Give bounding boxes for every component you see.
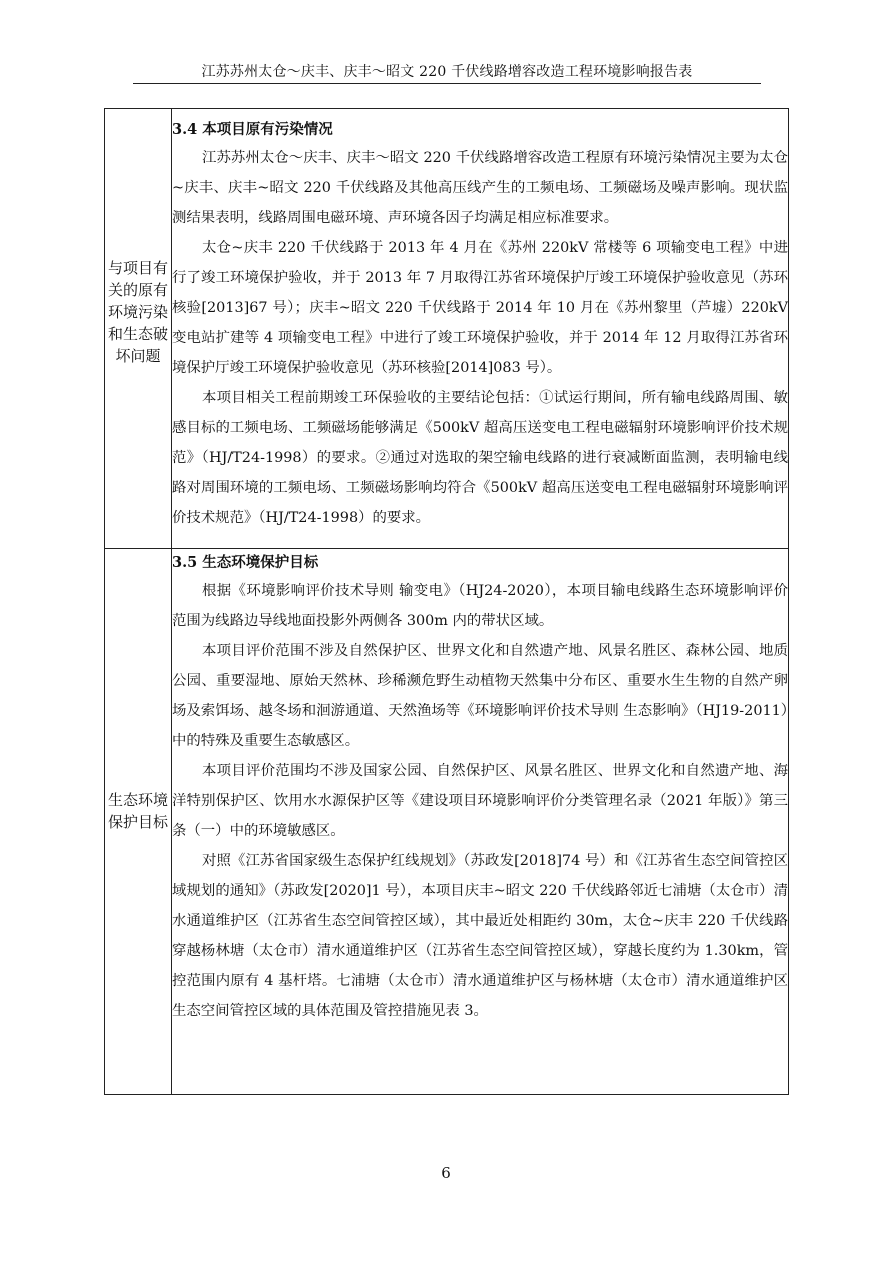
side-label-ecological-targets: 生态环境保护目标 [107,791,168,831]
report-table [104,108,789,1095]
side-label-cell [105,109,172,549]
paragraph: 本项目相关工程前期竣工环保验收的主要结论包括：①试运行期间，所有输电线路周围、敏感目标的工频电场、工频磁场能够满足《500kV 超高压送变电工程电磁辐射环境影响评价技术规范》（HJ/T24-1998）的要求。②通过对选取的架空输电线路的进行衰减断面监测，表明输电线路对周围环境的工频电场、工频磁场影响均符合《500kV 超高压送变电工程电磁辐射环境影响评价技术规范》（HJ/T24-1998）的要求。 [172,390,788,526]
paragraph: 根据《环境影响评价技术导则 输变电》（HJ24-2020），本项目输电线路生态环境影响评价范围为线路边导线地面投影外两侧各 300m 内的带状区域。 [172,583,788,629]
paragraph: 本项目评价范围不涉及自然保护区、世界文化和自然遗产地、风景名胜区、森林公园、地质公园、重要湿地、原始天然林、珍稀濒危野生动植物天然集中分布区、重要水生生物的自然产卵场及索饵场、越冬场和洄游通道、天然渔场等《环境影响评价技术导则 生态影响》（HJ19-2011）中的特殊及重要生态敏感区。 [172,643,788,749]
content-cell-existing-pollution [172,109,789,549]
paragraph: 江苏苏州太仓～庆丰、庆丰～昭文 220 千伏线路增容改造工程原有环境污染情况主要为太仓~庆丰、庆丰~昭文 220 千伏线路及其他高压线产生的工频电场、工频磁场及噪声影响。现状监测结果表明，线路周围电磁环境、声环境各因子均满足相应标准要求。 [172,150,788,226]
header-divider [133,83,761,84]
section-row-existing-pollution [105,109,789,549]
content-cell-ecological-targets [172,549,789,1095]
section-title-3-5: 3.5 生态环境保护目标 [172,554,319,571]
side-label-existing-pollution: 与项目有关的原有环境污染和生态破坏问题 [107,259,168,365]
paragraph: 太仓~庆丰 220 千伏线路于 2013 年 4 月在《苏州 220kV 常楼等 6 项输变电工程》中进行了竣工环境保护验收，并于 2013 年 7 月取得江苏省环境保护厅竣工环境保护验收意见（苏环核验[2013]67 号）；庆丰~昭文 220 千伏线路于 2014 年 10 月在《苏州黎里（芦墟）220kV 变电站扩建等 4 项输变电工程》中进行了竣工环境保护验收，并于 2014 年 12 月取得江苏省环境保护厅竣工环境保护验收意见（苏环核验[2014]083 号）。 [172,240,788,376]
page-header-title: 江苏苏州太仓～庆丰、庆丰～昭文 220 千伏线路增容改造工程环境影响报告表 [201,64,693,80]
paragraph: 本项目评价范围均不涉及国家公园、自然保护区、风景名胜区、世界文化和自然遗产地、海洋特别保护区、饮用水水源保护区等《建设项目环境影响评价分类管理名录（2021 年版）》第三条（一）中的环境敏感区。 [172,763,788,839]
paragraph: 对照《江苏省国家级生态保护红线规划》（苏政发[2018]74 号）和《江苏省生态空间管控区域规划的通知》（苏政发[2020]1 号），本项目庆丰~昭文 220 千伏线路邻近七浦塘（太仓市）清水通道维护区（江苏省生态空间管控区域），其中最近处相距约 30m，太仓~庆丰 220 千伏线路穿越杨林塘（太仓市）清水通道维护区（江苏省生态空间管控区域），穿越长度约为 1.30km，管控范围内原有 4 基杆塔。七浦塘（太仓市）清水通道维护区与杨林塘（太仓市）清水通道维护区生态空间管控区域的具体范围及管控措施见表 3。 [172,853,788,1019]
side-label-cell [105,549,172,1095]
page-number: 6 [441,1164,451,1182]
section-title-3-4: 3.4 本项目原有污染情况 [172,121,333,138]
section-row-ecological-targets [105,549,789,1095]
